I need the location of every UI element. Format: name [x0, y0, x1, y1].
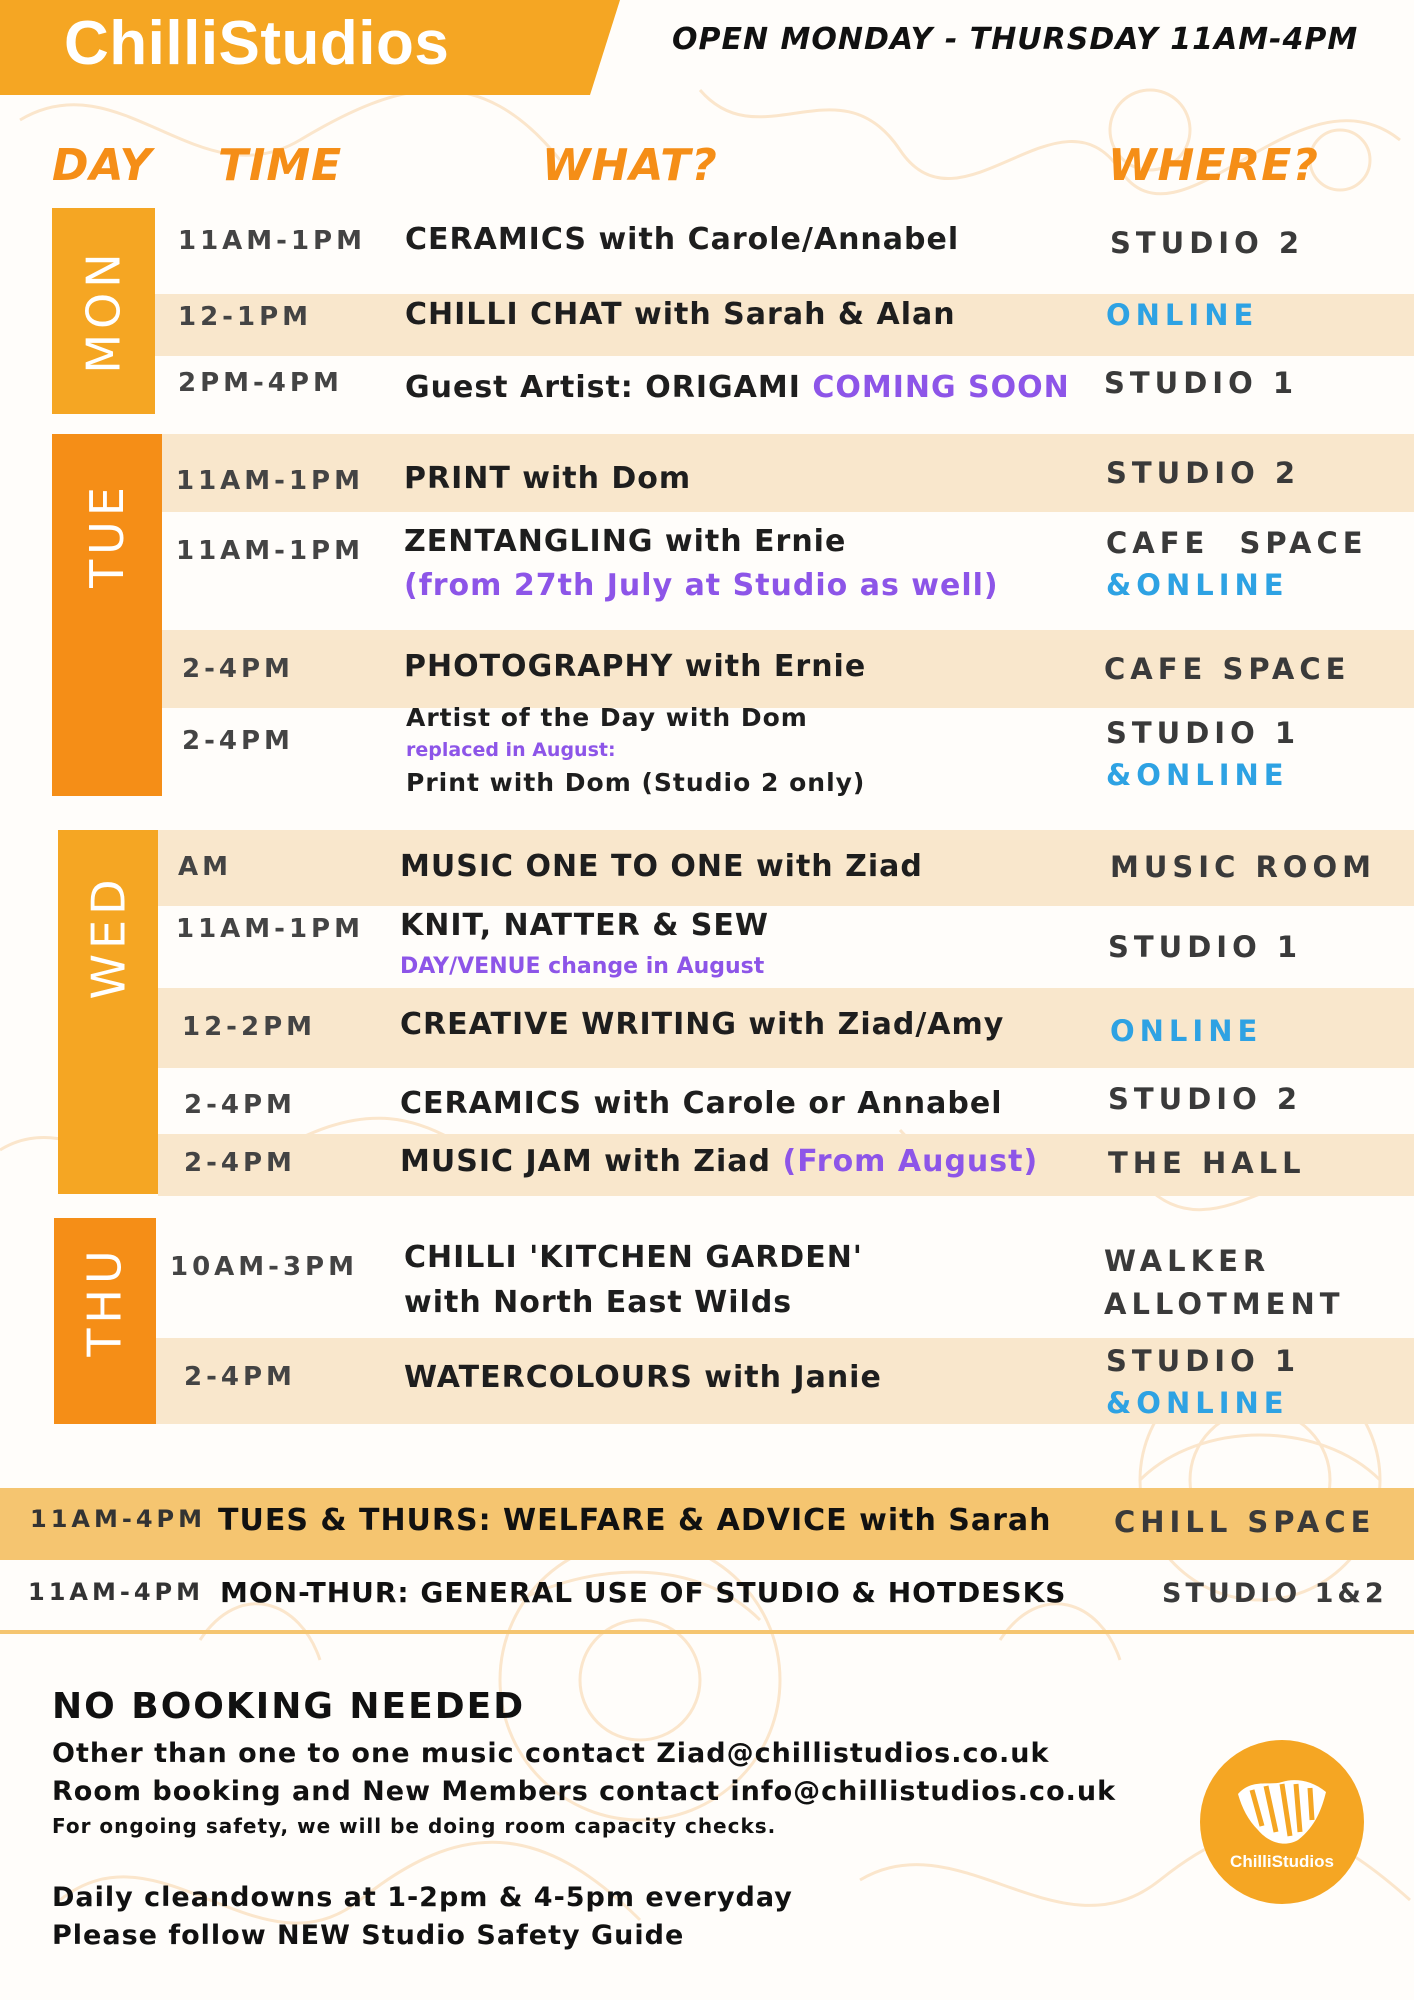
schedule-note: (from 27th July at Studio as well)	[404, 568, 999, 603]
schedule-location: MUSIC ROOM	[1110, 850, 1376, 884]
schedule-note: DAY/VENUE change in August	[400, 954, 765, 979]
schedule-time: 2-4PM	[184, 1148, 296, 1178]
schedule-time: 2PM-4PM	[178, 368, 343, 398]
schedule-location-online: &ONLINE	[1106, 1386, 1289, 1420]
schedule-time: 2-4PM	[182, 654, 294, 684]
logo-wordmark: ChilliStudios	[64, 9, 450, 78]
schedule-activity-replacement: Print with Dom (Studio 2 only)	[406, 768, 866, 797]
schedule-location: STUDIO 1	[1108, 930, 1303, 964]
schedule-time: 2-4PM	[182, 726, 294, 756]
schedule-activity: KNIT, NATTER & SEW	[400, 908, 769, 943]
schedule-time: 2-4PM	[184, 1362, 296, 1392]
day-block-tue	[52, 434, 162, 796]
schedule-activity-partner: with North East Wilds	[404, 1285, 793, 1320]
schedule-activity: MON-THUR: GENERAL USE OF STUDIO & HOTDESKS	[220, 1576, 1067, 1609]
schedule-activity: TUES & THURS: WELFARE & ADVICE with Sarah	[218, 1503, 1052, 1538]
safety-guide-info: Please follow NEW Studio Safety Guide	[52, 1920, 685, 1951]
schedule-time: 11AM-4PM	[30, 1505, 206, 1533]
schedule-location-line2: ALLOTMENT	[1104, 1287, 1345, 1321]
day-block-wed	[58, 830, 158, 1194]
badge-label: ChilliStudios	[1230, 1852, 1334, 1871]
schedule-time: 11AM-4PM	[28, 1578, 204, 1606]
schedule-activity: CHILLI CHAT with Sarah & Alan	[405, 297, 956, 332]
schedule-location: STUDIO 1	[1104, 366, 1299, 400]
activity-text: Guest Artist: ORIGAMI	[405, 370, 801, 405]
safety-note: For ongoing safety, we will be doing room capacity checks.	[52, 1814, 777, 1838]
schedule-location: STUDIO 1	[1106, 716, 1301, 750]
schedule-note: (From August)	[782, 1144, 1039, 1179]
schedule-location: ONLINE	[1106, 298, 1259, 332]
schedule-time: 12-2PM	[182, 1012, 316, 1042]
day-block-mon	[52, 208, 155, 414]
schedule-location-online: &ONLINE	[1106, 568, 1289, 602]
day-label: THU	[78, 1245, 133, 1357]
no-booking-heading: NO BOOKING NEEDED	[52, 1686, 526, 1727]
activity-text: MUSIC JAM with Ziad	[400, 1144, 772, 1179]
day-label: WED	[81, 874, 135, 1000]
day-block-thu	[54, 1218, 156, 1424]
schedule-activity: Artist of the Day with Dom	[406, 703, 808, 732]
schedule-location: STUDIO 2	[1108, 1082, 1303, 1116]
schedule-activity: PHOTOGRAPHY with Ernie	[404, 649, 867, 684]
schedule-activity: PRINT with Dom	[404, 461, 692, 496]
schedule-activity: CHILLI 'KITCHEN GARDEN'	[404, 1240, 863, 1275]
divider	[0, 1630, 1414, 1634]
schedule-location: THE HALL	[1108, 1146, 1306, 1180]
schedule-time: 2-4PM	[184, 1090, 296, 1120]
schedule-activity	[400, 1144, 1038, 1179]
coming-soon-label: COMING SOON	[812, 370, 1070, 405]
zebra-logo-icon	[1232, 1768, 1332, 1850]
open-hours: OPEN MONDAY - THURSDAY 11AM-4PM	[672, 22, 1359, 57]
schedule-activity	[405, 370, 1070, 405]
schedule-location: WALKER	[1104, 1244, 1271, 1278]
music-contact: Other than one to one music contact Ziad@chillistudios.co.uk	[52, 1738, 1050, 1769]
schedule-time: 11AM-1PM	[176, 466, 364, 496]
schedule-location: CAFE SPACE	[1104, 652, 1351, 686]
schedule-time: 11AM-1PM	[178, 226, 366, 256]
schedule-note: replaced in August:	[406, 739, 616, 761]
schedule-location: CHILL SPACE	[1114, 1505, 1376, 1539]
day-label: MON	[76, 248, 131, 374]
schedule-location: ONLINE	[1110, 1014, 1263, 1048]
column-header-time: TIME	[218, 140, 343, 191]
chillistudios-badge	[1200, 1740, 1364, 1904]
column-header-what: WHAT?	[542, 140, 718, 191]
schedule-time: 11AM-1PM	[176, 536, 364, 566]
schedule-time: 12-1PM	[178, 302, 312, 332]
schedule-activity: ZENTANGLING with Ernie	[404, 524, 847, 559]
schedule-activity: CERAMICS with Carole or Annabel	[400, 1086, 1003, 1121]
schedule-location: STUDIO 2	[1110, 226, 1305, 260]
schedule-time: AM	[178, 852, 232, 882]
cleandown-info: Daily cleandowns at 1-2pm & 4-5pm everyday	[52, 1882, 793, 1913]
schedule-activity: CERAMICS with Carole/Annabel	[405, 222, 960, 257]
column-header-where: WHERE?	[1108, 140, 1319, 191]
schedule-location: STUDIO 1	[1106, 1344, 1301, 1378]
schedule-activity: MUSIC ONE TO ONE with Ziad	[400, 849, 923, 884]
schedule-activity: WATERCOLOURS with Janie	[404, 1360, 882, 1395]
day-label: TUE	[80, 482, 134, 588]
schedule-location: STUDIO 2	[1106, 456, 1301, 490]
schedule-location-online: &ONLINE	[1106, 758, 1289, 792]
schedule-time: 11AM-1PM	[176, 914, 364, 944]
schedule-time: 10AM-3PM	[170, 1252, 358, 1282]
booking-contact: Room booking and New Members contact info@chillistudios.co.uk	[52, 1776, 1117, 1807]
schedule-location: STUDIO 1&2	[1162, 1578, 1388, 1609]
schedule-activity: CREATIVE WRITING with Ziad/Amy	[400, 1007, 1005, 1042]
column-header-day: DAY	[52, 140, 153, 191]
schedule-location: CAFE SPACE	[1106, 526, 1368, 560]
